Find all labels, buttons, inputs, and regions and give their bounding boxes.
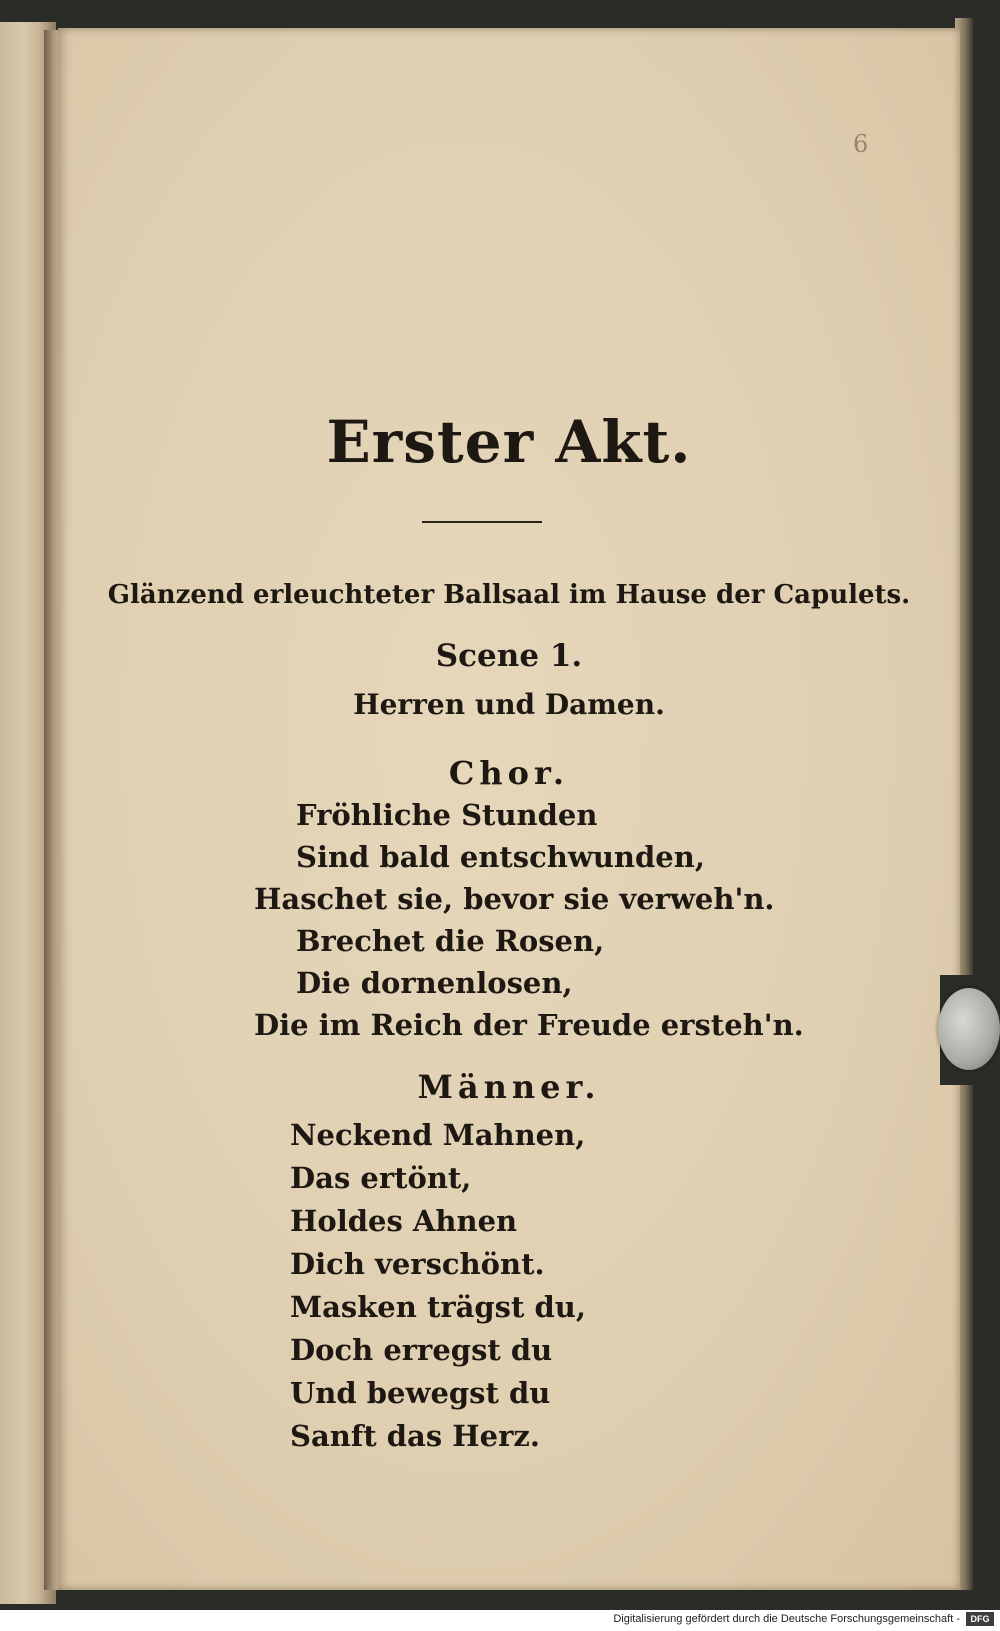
page-paper — [58, 28, 960, 1590]
speaker-maenner: Männer. — [417, 1068, 601, 1106]
color-card-tab — [938, 988, 1000, 1070]
verse-line: Doch erregst du — [290, 1333, 553, 1367]
dfg-logo: DFG — [966, 1612, 994, 1626]
characters-line: Herren und Damen. — [353, 688, 665, 721]
verse-line: Sind bald entschwunden, — [296, 840, 705, 874]
verse-line: Brechet die Rosen, — [296, 924, 605, 958]
page-number: 6 — [853, 130, 869, 158]
verse-line: Fröhliche Stunden — [296, 798, 598, 832]
scene-heading: Scene 1. — [435, 638, 583, 674]
verse-line: Und bewegst du — [290, 1376, 551, 1410]
verse-line: Haschet sie, bevor sie verweh'n. — [254, 882, 775, 916]
verse-line: Das ertönt, — [290, 1161, 472, 1195]
setting-description: Glänzend erleuchteter Ballsaal im Hause der Capulets. — [107, 580, 911, 610]
digitization-credit: Digitalisierung gefördert durch die Deutsche Forschungsgemeinschaft - — [613, 1613, 960, 1625]
act-title: Erster Akt. — [326, 408, 692, 476]
verse-line: Neckend Mahnen, — [290, 1118, 586, 1152]
title-rule — [422, 521, 542, 523]
verse-line: Dich verschönt. — [290, 1247, 545, 1281]
verse-line: Die im Reich der Freude ersteh'n. — [254, 1008, 804, 1042]
verse-line: Die dornenlosen, — [296, 966, 573, 1000]
verse-line: Sanft das Herz. — [290, 1419, 540, 1453]
verse-line: Masken trägst du, — [290, 1290, 586, 1324]
speaker-chor: Chor. — [448, 754, 570, 792]
verse-line: Holdes Ahnen — [290, 1204, 518, 1238]
